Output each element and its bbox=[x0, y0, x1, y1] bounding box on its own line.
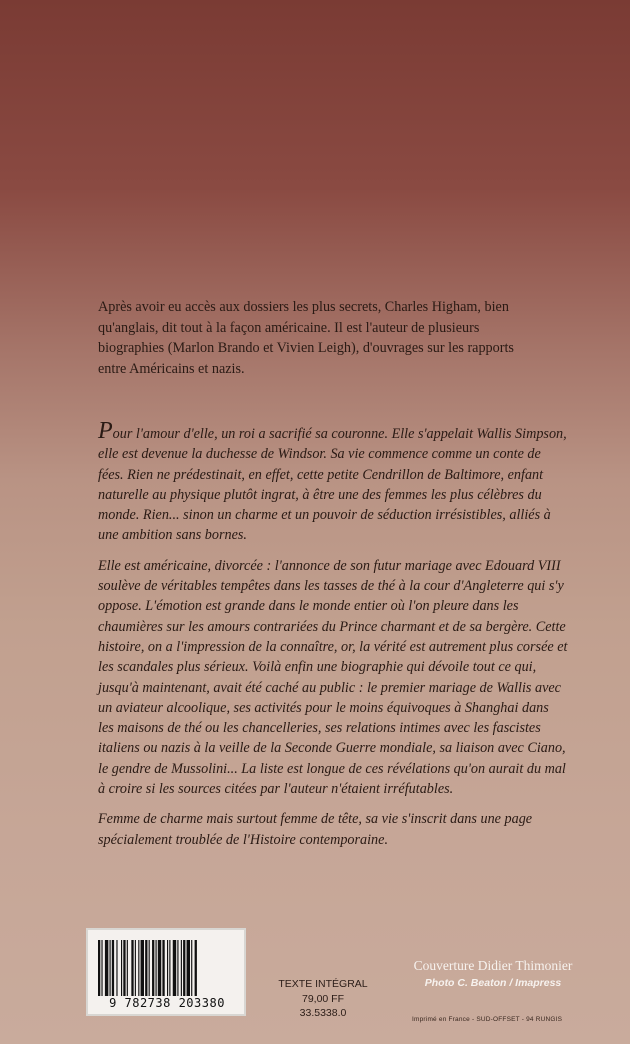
price-block bbox=[268, 977, 378, 1021]
photo-credit: Photo C. Beaton / Imapress bbox=[424, 977, 562, 989]
price-value: 79,00 FF bbox=[301, 992, 345, 1005]
synopsis-paragraph-2: Elle est américaine, divorcée : l'annonce de son futur mariage avec Edouard VIII soulève de véritables tempêtes dans les tasses de thé à la cour d'Angleterre qui s'y oppose. L'émotion est grande dans le monde entier où l'on pleure dans les chaumières sur les amours contrariées du Prince charmant et de sa bergère. Cette histoire, on a l'impression de la connaître, or, la vérité est autrement plus corsée et les scandales plus sérieux. Voilà enfin une biographie qui dévoile tout ce qui, jusqu'à maintenant, avait été caché au public : le premier mariage de Wallis avec un aviateur alcoolique, ses activités pour le moins équivoques à Shanghai dans les maisons de thé ou les chancelleries, ses relations intimes avec les fascistes italiens ou nazis à la veille de la Seconde Guerre mondiale, sa liaison avec Ciano, le gendre de Mussolini... La liste est longue de ces révélations qu'on aurait du mal à croire si les sources citées par l'auteur n'étaient irréfutables. bbox=[98, 557, 568, 798]
barcode-bars bbox=[98, 940, 238, 996]
barcode-digits: 9 782738 203380 bbox=[109, 996, 225, 1010]
edition-label: TEXTE INTÉGRAL bbox=[278, 978, 368, 990]
catalog-code: 33.5338.0 bbox=[299, 1007, 347, 1019]
cover-credit: Couverture Didier Thimonier bbox=[413, 958, 573, 973]
author-intro: Après avoir eu accès aux dossiers les plus secrets, Charles Higham, bien qu'anglais, dit tout à la façon américaine. Il est l'auteur de plusieurs biographies (Marlon Brando et Vivien Leigh), d'ouvrages sur les rapports entre Américains et nazis. bbox=[98, 299, 514, 377]
barcode bbox=[86, 928, 246, 1016]
synopsis-paragraph-3: Femme de charme mais surtout femme de tête, sa vie s'inscrit dans une page spécialement troublée de l'Histoire contemporaine. bbox=[98, 811, 533, 848]
printer-line: Imprimé en France - SUD-OFFSET - 94 RUNGIS bbox=[412, 1016, 563, 1023]
synopsis bbox=[98, 418, 568, 860]
synopsis-paragraph-1 bbox=[98, 418, 568, 546]
drop-cap: P bbox=[98, 418, 113, 444]
synopsis-paragraph-1-text: our l'amour d'elle, un roi a sacrifié sa couronne. Elle s'appelait Wallis Simpson, elle est devenue la duchesse de Windsor. Sa vie commence comme un conte de fées. Rien ne prédestinait, en effet, cette petite Cendrillon de Baltimore, enfant naturelle au physique plutôt ingrat, à être une des femmes les plus célèbres du monde. Rien... sinon un charme et un pouvoir de séduction irrésistibles, alliés à une ambition sans bornes. bbox=[98, 426, 567, 544]
credits bbox=[400, 958, 586, 989]
